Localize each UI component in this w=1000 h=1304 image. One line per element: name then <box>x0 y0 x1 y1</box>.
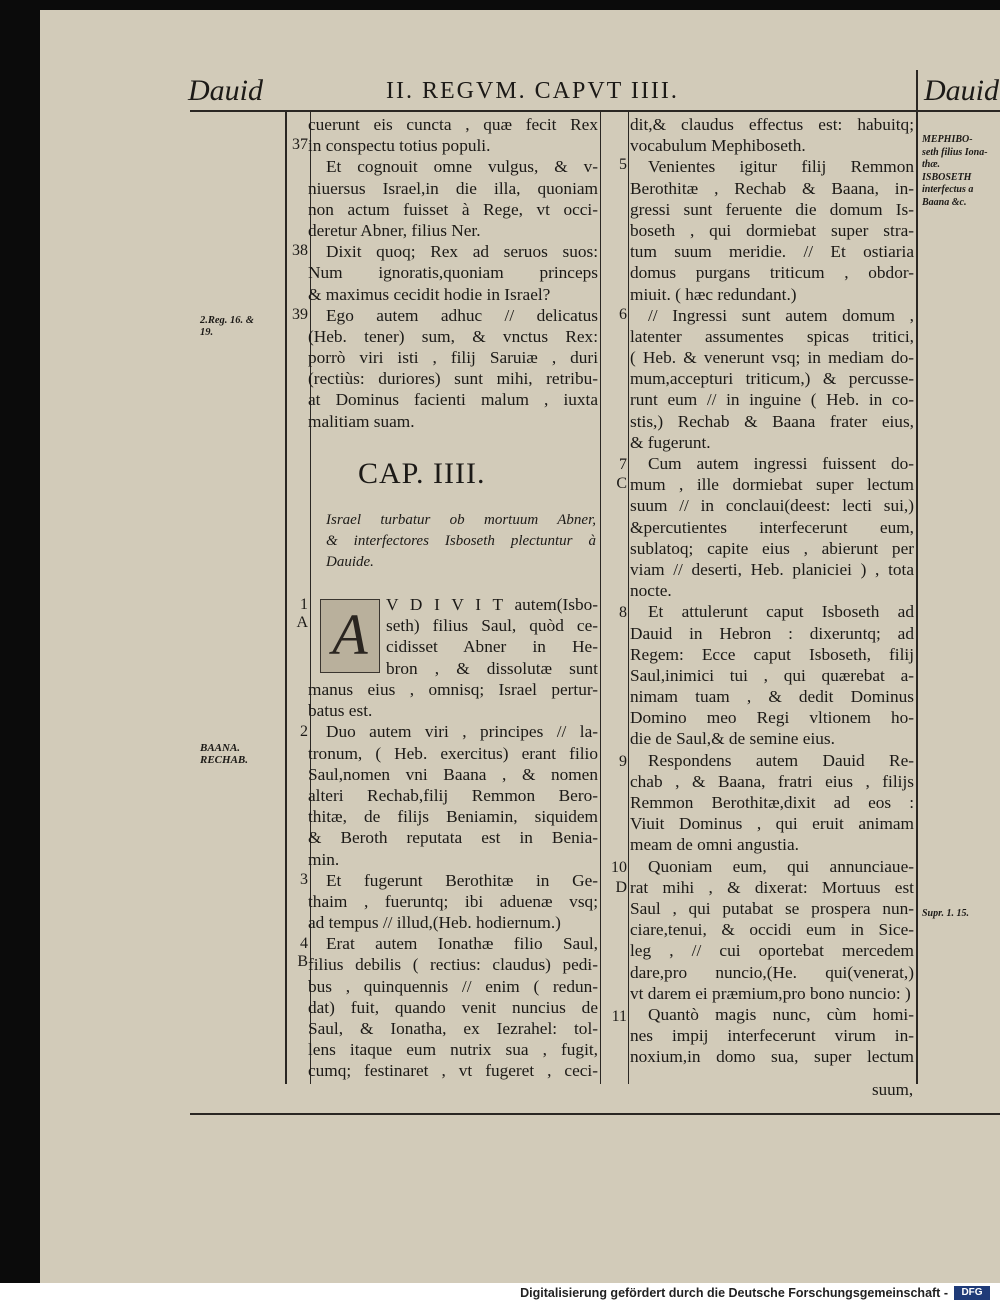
text-line: porrò viri isti , filij Saruiæ , duri <box>308 348 598 368</box>
left-column-lower <box>308 679 598 1082</box>
margin-note-line: interfectus a <box>922 184 974 195</box>
text-line: // Ingressi sunt autem domum , <box>648 305 914 325</box>
verse-number: 10 <box>611 859 627 876</box>
text-line: Num ignoratis,quoniam princeps <box>308 263 598 283</box>
verse-number: 38 <box>292 242 308 259</box>
text-line: seth) filius Saul, quòd ce- <box>386 616 598 636</box>
digitization-footer <box>0 1283 1000 1304</box>
text-line: latenter assumentes spicas tritici, <box>630 326 914 346</box>
footer-rule <box>190 1113 1000 1115</box>
verse-number: 37 <box>292 136 308 153</box>
text-line: Cum autem ingressi fuissent do- <box>648 454 914 473</box>
text-line: vocabulum Mephiboseth. <box>630 136 806 156</box>
text-line: & Beroth reputata est in Benia- <box>308 828 598 848</box>
verse-number: 1 <box>300 596 308 613</box>
margin-note-line: thæ. <box>922 159 941 170</box>
text-line: miuit. ( hæc redundant.) <box>630 284 797 304</box>
text-line: die de Saul,& de semine eius. <box>630 729 835 749</box>
catchword: suum, <box>872 1080 914 1099</box>
text-line: runt eum // in inguine ( Heb. in co- <box>630 390 914 410</box>
margin-note-line: RECHAB. <box>200 754 248 766</box>
text-line: vt darem ei præmium,pro bono nuncio: ) <box>630 983 911 1003</box>
text-line: Erat autem Ionathæ filio Saul, <box>326 934 598 954</box>
margin-note-line: Baana &c. <box>922 196 967 208</box>
text-line: Domino meo Regi vltionem ho- <box>630 708 914 728</box>
chapter-heading: CAP. IIII. <box>358 457 486 490</box>
text-line: thitæ, de filijs Beniamin, siquidem <box>308 807 598 827</box>
drop-cap-initial: A <box>320 599 380 673</box>
text-line: nes impij interfecerunt virum in- <box>630 1026 914 1046</box>
verse-number: 8 <box>619 604 627 621</box>
text-line: leg , // cui oportebat mercedem <box>630 941 914 961</box>
text-line: malitiam suam. <box>308 411 415 431</box>
text-line: non actum fuisset à Rege, vt occi- <box>308 199 598 219</box>
text-line: Saul, & Ionatha, ex Iezrahel: tol- <box>308 1019 598 1038</box>
text-line: dare,pro nuncio,(He. qui(venerat,) <box>630 962 914 982</box>
margin-note-line: 19. <box>200 327 214 338</box>
text-line: Berothitæ , Rechab & Baana, in- <box>630 178 914 198</box>
text-line: deretur Abner, filius Ner. <box>308 220 481 240</box>
text-line: lens itaque eum nutrix sua , fugit, <box>308 1040 598 1060</box>
text-line: bus , quinquennis // enim ( redun- <box>308 976 598 996</box>
text-line: meam de omni angustia. <box>630 835 799 855</box>
section-letter: C <box>616 475 627 492</box>
verse-number: 11 <box>611 1008 627 1025</box>
text-line: Remmon Berothitæ,dixit ad eos : <box>630 793 914 812</box>
text-line: Regem: Ecce caput Isboseth, filij <box>630 644 914 664</box>
verse-number: 5 <box>619 156 627 173</box>
dfg-logo-icon: DFG <box>954 1286 990 1300</box>
text-line: Et fugerunt Berothitæ in Ge- <box>326 870 598 890</box>
text-line: Dauid in Hebron : dixeruntq; ad <box>630 623 914 643</box>
margin-note-line: seth filius Iona- <box>922 146 988 158</box>
text-line: Viuit Dominus , qui eruit animam <box>630 814 914 834</box>
verse-number: 6 <box>619 306 627 323</box>
text-line: tronum, ( Heb. exercitus) erant filio <box>308 743 598 763</box>
text-line: dat) fuit, quando venit nuncius de <box>308 997 598 1017</box>
text-line: nocte. <box>630 581 672 601</box>
margin-note-supra <box>922 908 969 920</box>
verse-number: 4 <box>300 935 308 952</box>
margin-note-line: MEPHIBO- <box>922 134 973 145</box>
text-line: chab , & Baana, fratri eius , filijs <box>630 771 914 791</box>
text-line: cumq; festinaret , vt fugeret , ceci- <box>308 1061 598 1081</box>
text-line: Quoniam eum, qui annunciaue- <box>648 856 914 876</box>
verse-number: 2 <box>300 723 308 740</box>
text-line: in conspectu totius populi. <box>308 136 491 156</box>
text-line: Dixit quoq; Rex ad seruos suos: <box>326 242 598 262</box>
running-head-left: Dauid <box>188 74 263 107</box>
text-line: sublatoq; capite eius , abierunt per <box>630 538 914 558</box>
text-line: Quantò magis nunc, cùm homi- <box>648 1004 914 1024</box>
text-line: viam // deserti, Heb. planiciei ) , tota <box>630 559 914 579</box>
summary-line: Dauide. <box>326 554 374 570</box>
text-line: min. <box>308 849 340 869</box>
text-line: V D I V I T autem(Isbo- <box>386 595 598 614</box>
footer-credit: Digitalisierung gefördert durch die Deutsche Forschungsgemeinschaft - <box>520 1286 948 1300</box>
verse-number: 39 <box>292 306 308 323</box>
center-rule-left <box>600 112 601 1084</box>
text-line: Et attulerunt caput Isboseth ad <box>648 602 914 622</box>
text-line: Ego autem adhuc // delicatus <box>326 305 598 325</box>
text-line: niuersus Israel,in die illa, quoniam <box>308 178 598 198</box>
text-line: mum,accepturi triticum,) & percusse- <box>630 369 914 389</box>
text-line: batus est. <box>308 701 373 721</box>
text-line: tum suum meridie. // Et ostiaria <box>630 242 914 262</box>
text-line: gressi sunt feruente die domum Is- <box>630 199 914 219</box>
text-line: nimam tuam , & dedit Dominus <box>630 687 914 707</box>
margin-note-line: ISBOSETH <box>922 171 972 183</box>
chapter-summary <box>326 510 596 573</box>
text-line: Saul , qui putabat se prospera nun- <box>630 898 914 918</box>
margin-note-line: BAANA. <box>200 742 241 754</box>
text-line: bron , & dissolutæ sunt <box>386 658 598 678</box>
text-line: alteri Rechab,filij Remmon Bero- <box>308 785 598 805</box>
section-letter: B <box>297 953 308 970</box>
text-line: noxium,in domo sua, super lectum <box>630 1047 914 1067</box>
text-line: domus purgans triticum , obdor- <box>630 263 914 283</box>
text-line: manus eius , omnisq; Israel pertur- <box>308 680 598 699</box>
text-line: cuerunt eis cuncta , quæ fecit Rex <box>308 115 598 134</box>
text-line: stis,) Rechab & Baana frater eius, <box>630 411 914 431</box>
text-line: dit,& claudus effectus est: habuitq; <box>630 115 914 134</box>
text-line: at Dominus facienti malum , iuxta <box>308 390 598 410</box>
text-line: rat mihi , & dixerat: Mortuus est <box>630 877 914 897</box>
margin-note-line: 2.Reg. 16. & <box>200 315 254 326</box>
margin-note-mephiboseth <box>922 134 988 209</box>
running-head-right: Dauid <box>924 74 999 107</box>
margin-note-names <box>200 742 248 766</box>
text-line: & fugerunt. <box>630 432 711 452</box>
text-line: cidisset Abner in He- <box>386 637 598 657</box>
text-line: suum // in conclaui(deest: lecti sui,) <box>630 496 914 516</box>
verse-number: 9 <box>619 753 627 770</box>
summary-line: & interfectores Isboseth plectuntur à <box>326 533 596 549</box>
section-letter: A <box>296 614 308 631</box>
header-rule <box>190 110 1000 112</box>
section-letter: D <box>615 879 627 896</box>
text-line: ciare,tenui, & occidi eum in Sice- <box>630 920 914 940</box>
page-title: II. REGVM. CAPVT IIII. <box>386 78 679 104</box>
text-line: &percutientes interfecerunt eum, <box>630 517 914 537</box>
margin-note-reference <box>200 315 254 339</box>
center-rule-right <box>628 112 629 1084</box>
text-line: Duo autem viri , principes // la- <box>326 722 598 742</box>
text-line: (Heb. tener) sum, & vnctus Rex: <box>308 326 598 346</box>
left-column <box>308 114 598 432</box>
summary-line: Israel turbatur ob mortuum Abner, <box>326 512 596 528</box>
book-page <box>40 10 1000 1283</box>
text-line: (rectiùs: duriores) sunt mihi, retribu- <box>308 369 598 389</box>
text-line: mum , ille dormiebat super lectum <box>630 475 914 495</box>
right-margin-rule <box>916 70 918 1084</box>
text-line: Et cognouit omne vulgus, & v- <box>326 157 598 177</box>
verse-number: 7 <box>619 456 627 473</box>
text-line: Venientes igitur filij Remmon <box>648 157 914 177</box>
margin-note-line: Supr. 1. 15. <box>922 908 969 919</box>
text-line: ad tempus // illud,(Heb. hodiernum.) <box>308 913 561 933</box>
text-line: filius debilis ( rectius: claudus) pedi- <box>308 955 598 975</box>
verse1-opening <box>386 594 598 679</box>
text-line: & maximus cecidit hodie in Israel? <box>308 284 551 304</box>
text-line: Saul,nomen vni Baana , & nomen <box>308 764 598 784</box>
text-line: thaim , fueruntq; ibi aduenæ vsq; <box>308 891 598 911</box>
text-line: Respondens autem Dauid Re- <box>648 750 914 770</box>
text-line: ( Heb. & venerunt vsq; in mediam do- <box>630 348 914 368</box>
right-column <box>630 114 914 1067</box>
verse-number: 3 <box>300 871 308 888</box>
text-line: boseth , qui dormiebat super stra- <box>630 220 914 240</box>
text-line: Saul,inimici tui , qui quærebat a- <box>630 665 914 685</box>
